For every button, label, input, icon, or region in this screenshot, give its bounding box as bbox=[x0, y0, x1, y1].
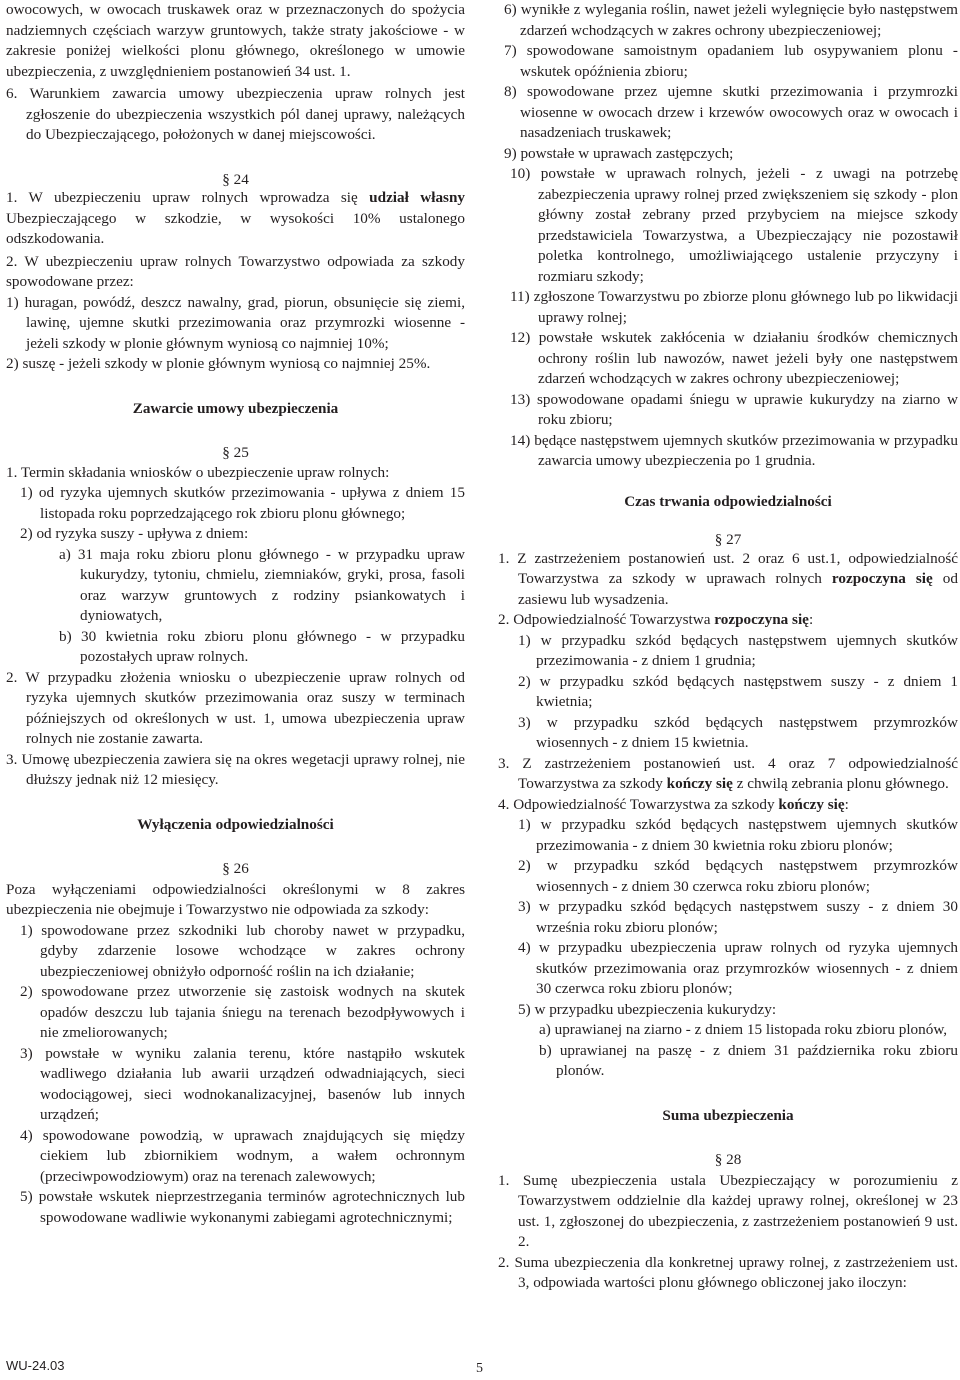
s25-item-1: 1) od ryzyka ujemnych skutków przezimowania - upływa z dniem 15 listopada roku poprzedzającego rok zbioru plonu głównego; bbox=[20, 484, 465, 522]
s27-para-4-item-2: 2) w przypadku szkód będących następstwem przymrozków wiosennych - z dniem 30 czerwca roku zbioru plonów; bbox=[518, 857, 958, 895]
s27-para-4-item-5: 5) w przypadku ubezpieczenia kukurydzy: bbox=[518, 1000, 777, 1018]
s27-para-2-bold: rozpoczyna się bbox=[714, 611, 809, 628]
s27-para-2-item-3: 3) w przypadku szkód będących następstwem przymrozków wiosennych - z dniem 15 kwietnia. bbox=[518, 713, 958, 751]
s28-para-2: 2. Suma ubezpieczenia dla konkretnej uprawy rolnej, z zastrzeżeniem ust. 3, odpowiada wartości plonu głównego obliczonej jako iloczyn: bbox=[498, 1253, 958, 1291]
section-24-heading: § 24 bbox=[222, 170, 249, 188]
s27-para-1: 1. Z zastrzeżeniem postanowień ust. 2 oraz 6 ust.1, odpowiedzialność Towarzystwa za szkody w uprawach rolnych rozpoczyna się od zasiewu lub wysadzenia. bbox=[498, 549, 958, 608]
s25-item-2b: b) 30 kwietnia roku zbioru plonu głównego - w przypadku pozostałych upraw rolnych. bbox=[59, 627, 465, 665]
section-sign-icon: § bbox=[714, 531, 723, 548]
s27-para-3: 3. Z zastrzeżeniem postanowień ust. 4 oraz 7 odpowiedzialność Towarzystwa za szkody kończy się z chwilą zebrania plonu głównego. bbox=[498, 754, 958, 792]
page-number: 5 bbox=[476, 1361, 483, 1376]
s28-para-1: 1. Sumę ubezpieczenia ustala Ubezpieczający w porozumieniu z Towarzystwem oddzielnie dla każdej uprawy rolnej, określonej w 23 ust. 1, zgłoszonej do ubezpieczenia, z zastrzeżeniem postanowień 9 ust. 2. bbox=[498, 1171, 958, 1250]
intro-paragraph: owocowych, w owocach truskawek oraz w przeznaczonych do spożycia nadziemnych częściach warzyw gruntowych, także straty jakościowe - w zakresie poniżej wielkości plonu głównego, określonego w umowie ubezpieczenia, z uwzględnieniem postanowień 34 ust. 1. bbox=[6, 1, 465, 80]
s25-para-1: 1. Termin składania wniosków o ubezpieczenie upraw rolnych: bbox=[6, 463, 390, 481]
s27-para-4-item-5a: a) uprawianej na ziarno - z dniem 15 listopada roku zbioru plonów, bbox=[539, 1021, 948, 1038]
para-6 bbox=[6, 84, 465, 146]
para-6-text: Warunkiem zawarcia umowy ubezpieczenia upraw rolnych jest zgłoszenie do ubezpieczenia wszystkich pól danej uprawy, należących do Ubezpieczającego, położonych w danej miejscowości. bbox=[26, 85, 465, 143]
section-27-heading: § 27 bbox=[714, 531, 742, 548]
s26-item-2: 2) spowodowane przez utworzenie się zastoisk wodnych na skutek opadów deszczu lub tajania śniegu na terenach bezodpływowych i nie zmeliorowanych; bbox=[20, 983, 465, 1041]
left-column bbox=[6, 0, 465, 1226]
s24-item-1: 1) huragan, powódź, deszcz nawalny, grad, piorun, obsunięcie się ziemi, lawinę, ujemne skutki przezimowania oraz przymrozki wiosenne - jeżeli szkody w plonie głównym wyniosą co najmniej 10%; bbox=[6, 293, 465, 352]
s26-intro: Poza wyłączeniami odpowiedzialności określonymi w 8 zakres ubezpieczenia nie obejmuje i Towarzystwo nie odpowiada za szkody: bbox=[6, 880, 465, 918]
s26-item-14: 14) będące następstwem ujemnych skutków przezimowania w przypadku zawarcia umowy ubezpieczenia po 1 grudnia. bbox=[510, 431, 958, 469]
s26-item-13: 13) spowodowane opadami śniegu w uprawie kukurydzy na ziarno w roku zbioru; bbox=[510, 390, 958, 428]
s26-item-3: 3) powstałe w wyniku zalania terenu, które nastąpiło wskutek wadliwego działania lub awarii urządzeń odwadniających, sieci wodociągowej, sieci wodnokanalizacyjnej, basenów lub innych urządzeń; bbox=[20, 1044, 465, 1123]
heading-zawarcie: Zawarcie umowy ubezpieczenia bbox=[132, 399, 339, 417]
section-sign-icon: § bbox=[222, 444, 230, 461]
para-6-number: 6. bbox=[6, 85, 18, 102]
s25-para-2: 2. W przypadku złożenia wniosku o ubezpieczenie upraw rolnych od ryzyka ujemnych skutków przezimowania oraz suszy w terminach późniejszych od określonych w ust. 1, umowa ubezpieczenia upraw rolnych nie zostanie zawarta. bbox=[6, 668, 465, 747]
s27-para-4-bold: kończy się bbox=[778, 795, 845, 813]
heading-suma: Suma ubezpieczenia bbox=[662, 1106, 794, 1124]
s27-para-4-item-1: 1) w przypadku szkód będących następstwem ujemnych skutków przezimowania - z dniem 30 kwietnia roku zbioru plonów; bbox=[518, 816, 958, 854]
s27-para-4: 4. Odpowiedzialność Towarzystwa za szkody kończy się: bbox=[498, 795, 849, 813]
heading-czas: Czas trwania odpowiedzialności bbox=[624, 492, 832, 510]
s25-para-3: 3. Umowę ubezpieczenia zawiera się na okres wegetacji uprawy rolnej, nie dłuższy jednak niż 12 miesięcy. bbox=[6, 750, 465, 788]
s27-para-2: 2. Odpowiedzialność Towarzystwa rozpoczyna się: bbox=[498, 611, 814, 628]
s27-para-2-item-2: 2) w przypadku szkód będących następstwem suszy - z dniem 1 kwietnia; bbox=[518, 672, 958, 710]
section-sign-icon: § bbox=[222, 170, 230, 188]
s24-para-1: 1. W ubezpieczeniu upraw rolnych wprowadza się udział własny Ubezpieczającego w szkodzie, w wysokości 10% ustalonego odszkodowania. bbox=[6, 189, 465, 247]
s24-para-1-bold: udział własny bbox=[369, 189, 465, 206]
s26-item-10: 10) powstałe w uprawach rolnych, jeżeli - z uwagi na potrzebę zabezpieczenia uprawy rolnej przed zwiększeniem się szkody - plon główny został zebrany przed przybyciem na miejsce szkody przedstawiciela Towarzystwa, a Ubezpieczający nie pozostawił poletka kontrolnego, umożliwiającego ustalenie przyczyny i rozmiaru szkody; bbox=[510, 165, 958, 285]
s27-para-4-item-4: 4) w przypadku ubezpieczenia upraw rolnych od ryzyka ujemnych skutków przezimowania oraz przymrozków wiosennych - z dniem 30 czerwca roku zbioru plonów; bbox=[518, 939, 958, 997]
s26-item-4: 4) spowodowane powodzią, w uprawach znajdujących się między ciekiem lub zbiornikiem wodnym, a wałem ochronnym (przeciwpowodziowym) oraz na terenach zalewowych; bbox=[20, 1126, 465, 1185]
s26-item-1: 1) spowodowane przez szkodniki lub choroby nawet w przypadku, gdyby zdarzenie losowe wchodzące w zakres ochrony ubezpieczeniowej obniżyło odporność roślin na ich działanie; bbox=[20, 921, 465, 980]
s24-para-2: 2. W ubezpieczeniu upraw rolnych Towarzystwo odpowiada za szkody spowodowane przez: bbox=[6, 252, 465, 290]
heading-wylaczenia: Wyłączenia odpowiedzialności bbox=[137, 815, 334, 833]
s26-item-8: 8) spowodowane przez ujemne skutki przezimowania i przymrozki wiosenne w owocach drzew i krzewów owocowych oraz w owocach i nasadzeniach truskawek; bbox=[504, 83, 958, 141]
s27-para-2-item-1: 1) w przypadku szkód będących następstwem ujemnych skutków przezimowania - z dniem 1 grudnia; bbox=[518, 631, 958, 669]
document-code: WU-24.03 bbox=[6, 1358, 65, 1373]
s25-item-2: 2) od ryzyka suszy - upływa z dniem: bbox=[20, 525, 249, 542]
s25-item-2a: a) 31 maja roku zbioru plonu głównego - w przypadku upraw kukurydzy, tytoniu, chmielu, ziemniaków, gryki, prosa, fasoli oraz warzyw gruntowych z rodziny psiankowatych i dyniowatych, bbox=[59, 545, 465, 624]
s27-para-4-item-5b: b) uprawianej na paszę - z dniem 31 października roku zbioru plonów. bbox=[539, 1041, 958, 1079]
section-28-heading: § 28 bbox=[714, 1151, 742, 1168]
section-sign-icon: § bbox=[714, 1151, 723, 1168]
s26-item-6: 6) wynikłe z wylegania roślin, nawet jeżeli wylegnięcie było następstwem zdarzeń wchodzących w zakres ochrony ubezpieczeniowej; bbox=[504, 1, 958, 39]
s27-para-3-bold: kończy się bbox=[666, 775, 733, 792]
s26-item-11: 11) zgłoszone Towarzystwu po zbiorze plonu głównego lub po likwidacji uprawy rolnej; bbox=[510, 288, 958, 326]
s26-item-12: 12) powstałe wskutek zakłócenia w działaniu środków chemicznych ochrony roślin lub nawozów, nawet jeżeli były one następstwem zdarzeń wchodzących w zakres ochrony ubezpieczeniowej; bbox=[510, 329, 958, 387]
s26-item-5: 5) powstałe wskutek nieprzestrzegania terminów agrotechnicznych lub spowodowane wadliwie wykonanymi zabiegami agrotechnicznymi; bbox=[20, 1188, 465, 1226]
s26-item-9: 9) powstałe w uprawach zastępczych; bbox=[504, 144, 734, 162]
s27-para-4-item-3: 3) w przypadku szkód będących następstwem suszy - z dniem 30 września roku zbioru plonów; bbox=[518, 898, 958, 936]
section-26-heading: § 26 bbox=[222, 860, 249, 877]
s26-item-7: 7) spowodowane samoistnym opadaniem lub osypywaniem plonu - wskutek opóźnienia zbioru; bbox=[504, 42, 958, 80]
section-sign-icon: § bbox=[222, 860, 230, 877]
right-column bbox=[498, 0, 958, 1291]
s24-item-2: 2) suszę - jeżeli szkody w plonie głównym wyniosą co najmniej 25%. bbox=[6, 355, 431, 372]
s27-para-1-bold: rozpoczyna się bbox=[831, 570, 933, 587]
section-25-heading: § 25 bbox=[222, 444, 249, 461]
